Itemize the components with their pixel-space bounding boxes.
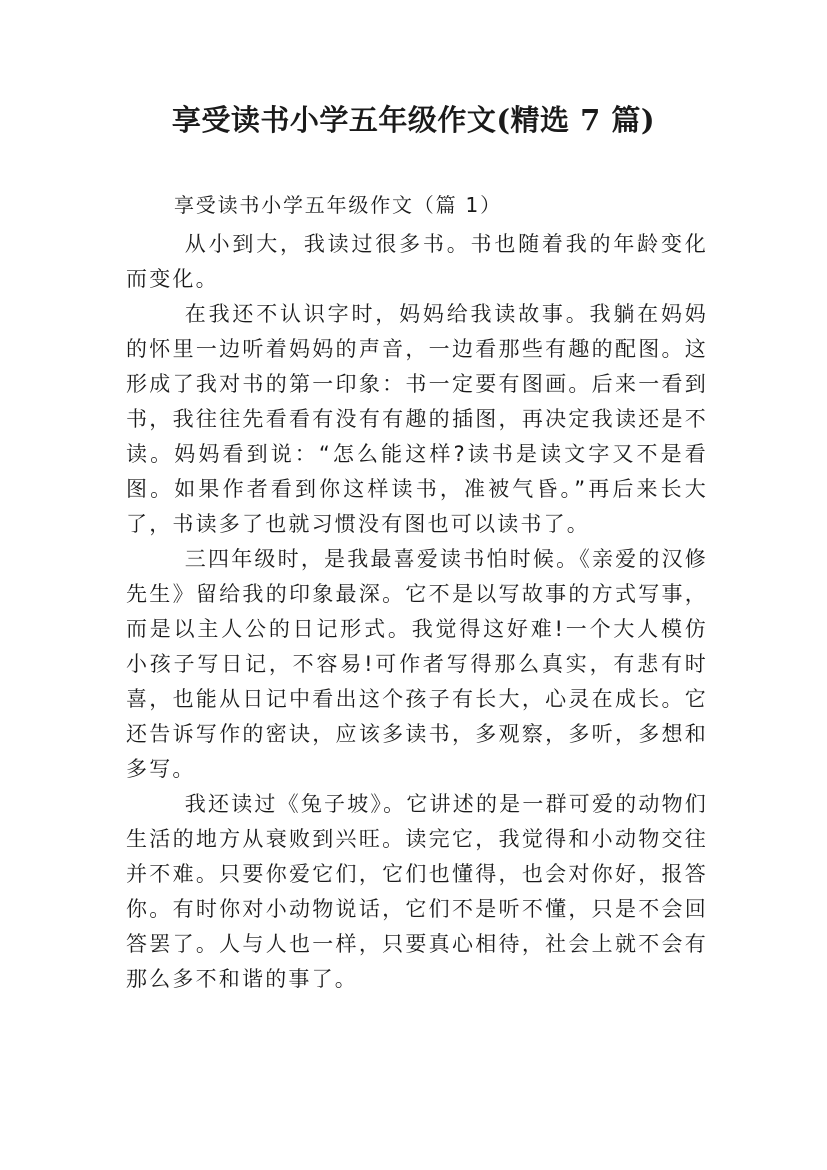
paragraph: 三四年级时，是我最喜爱读书怕时候。《亲爱的汉修先生》留给我的印象最深。它不是以写故事的方式写事，而是以主人公的日记形式。我觉得这好难!一个大人模仿小孩子写日记，不容易!可作者写得那么真实，有悲有时喜，也能从日记中看出这个孩子有长大，心灵在成长。它还告诉写作的密诀，应该多读书，多观察，多听，多想和多写。 [126,547,708,781]
document-title: 享受读书小学五年级作文(精选 7 篇) [171,103,656,137]
section-heading: 享受读书小学五年级作文（篇 1） [174,193,502,217]
paragraph: 我还读过《兔子坡》。它讲述的是一群可爱的动物们生活的地方从衰败到兴旺。读完它，我觉得和小动物交往并不难。只要你爱它们，它们也懂得，也会对你好，报答你。有时你对小动物说话，它们不是听不懂，只是不会回答罢了。人与人也一样，只要真心相待，社会上就不会有那么多不和谐的事了。 [126,792,708,991]
paragraph: 在我还不认识字时，妈妈给我读故事。我躺在妈妈的怀里一边听着妈妈的声音，一边看那些有趣的配图。这形成了我对书的第一印象：书一定要有图画。后来一看到书，我往往先看看有没有有趣的插图，再决定我读还是不读。妈妈看到说：“怎么能这样?读书是读文字又不是看图。如果作者看到你这样读书，准被气昏。”再后来长大了，书读多了也就习惯没有图也可以读书了。 [126,302,708,536]
paragraph: 从小到大，我读过很多书。书也随着我的年龄变化而变化。 [126,232,708,291]
document-body [126,188,708,997]
